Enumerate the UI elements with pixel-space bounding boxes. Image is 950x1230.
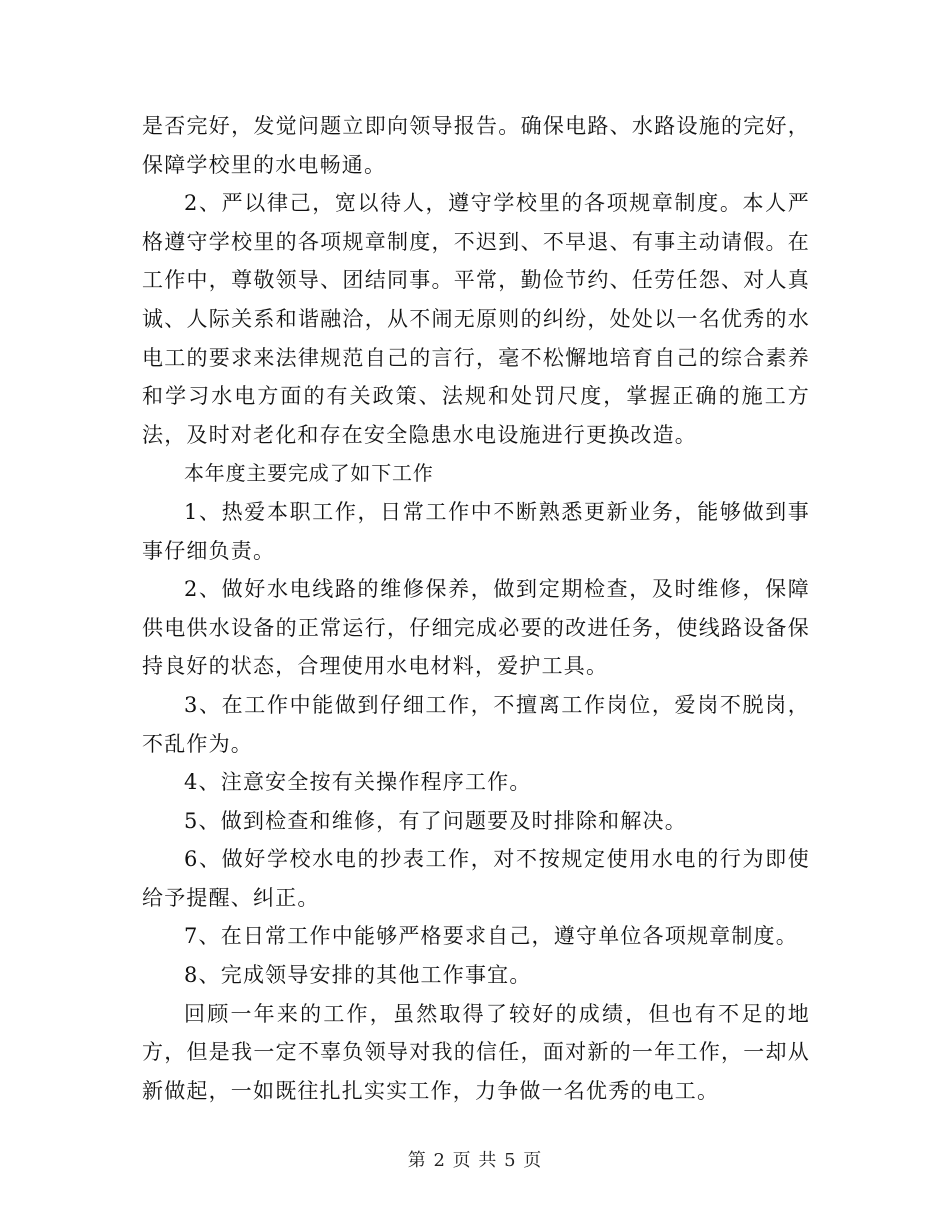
paragraph-continuation: 是否完好，发觉问题立即向领导报告。确保电路、水路设施的完好，保障学校里的水电畅通。 [142, 114, 810, 177]
document-body [142, 107, 810, 1110]
section-heading: 本年度主要完成了如下工作 [184, 461, 434, 486]
list-item-2: 2、做好水电线路的维修保养，做到定期检查，及时维修，保障供电供水设备的正常运行，仔细完成必要的改进任务，使线路设备保持良好的状态，合理使用水电材料，爱护工具。 [142, 577, 810, 679]
list-item-4: 4、注意安全按有关操作程序工作。 [184, 770, 532, 795]
paragraph-discipline: 2、严以律己，宽以待人，遵守学校里的各项规章制度。本人严格遵守学校里的各项规章制度，不迟到、不早退、有事主动请假。在工作中，尊敬领导、团结同事。平常，勤俭节约、任劳任怨、对人真诚、人际关系和谐融洽，从不闹无原则的纠纷，处处以一名优秀的水电工的要求来法律规范自己的言行，毫不松懈地培育自己的综合素养和学习水电方面的有关政策、法规和处罚尺度，掌握正确的施工方法，及时对老化和存在安全隐患水电设施进行更换改造。 [142, 191, 810, 447]
list-item-5: 5、做到检查和维修，有了问题要及时排除和解决。 [184, 808, 687, 833]
list-item-1: 1、热爱本职工作，日常工作中不断熟悉更新业务，能够做到事事仔细负责。 [142, 499, 810, 563]
list-item-6: 6、做好学校水电的抄表工作，对不按规定使用水电的行为即使给予提醒、纠正。 [142, 847, 810, 910]
list-item-7: 7、在日常工作中能够严格要求自己，遵守单位各项规章制度。 [184, 924, 798, 949]
paragraph-review: 回顾一年来的工作，虽然取得了较好的成绩，但也有不足的地方，但是我一定不辜负领导对我的信任，面对新的一年工作，一却从新做起，一如既往扎扎实实工作，力争做一名优秀的电工。 [142, 1001, 810, 1103]
list-item-8: 8、完成领导安排的其他工作事宜。 [184, 963, 532, 988]
list-item-3: 3、在工作中能做到仔细工作，不擅离工作岗位，爱岗不脱岗，不乱作为。 [142, 692, 810, 756]
page-number-footer: 第 2 页 共 5 页 [407, 1150, 543, 1171]
